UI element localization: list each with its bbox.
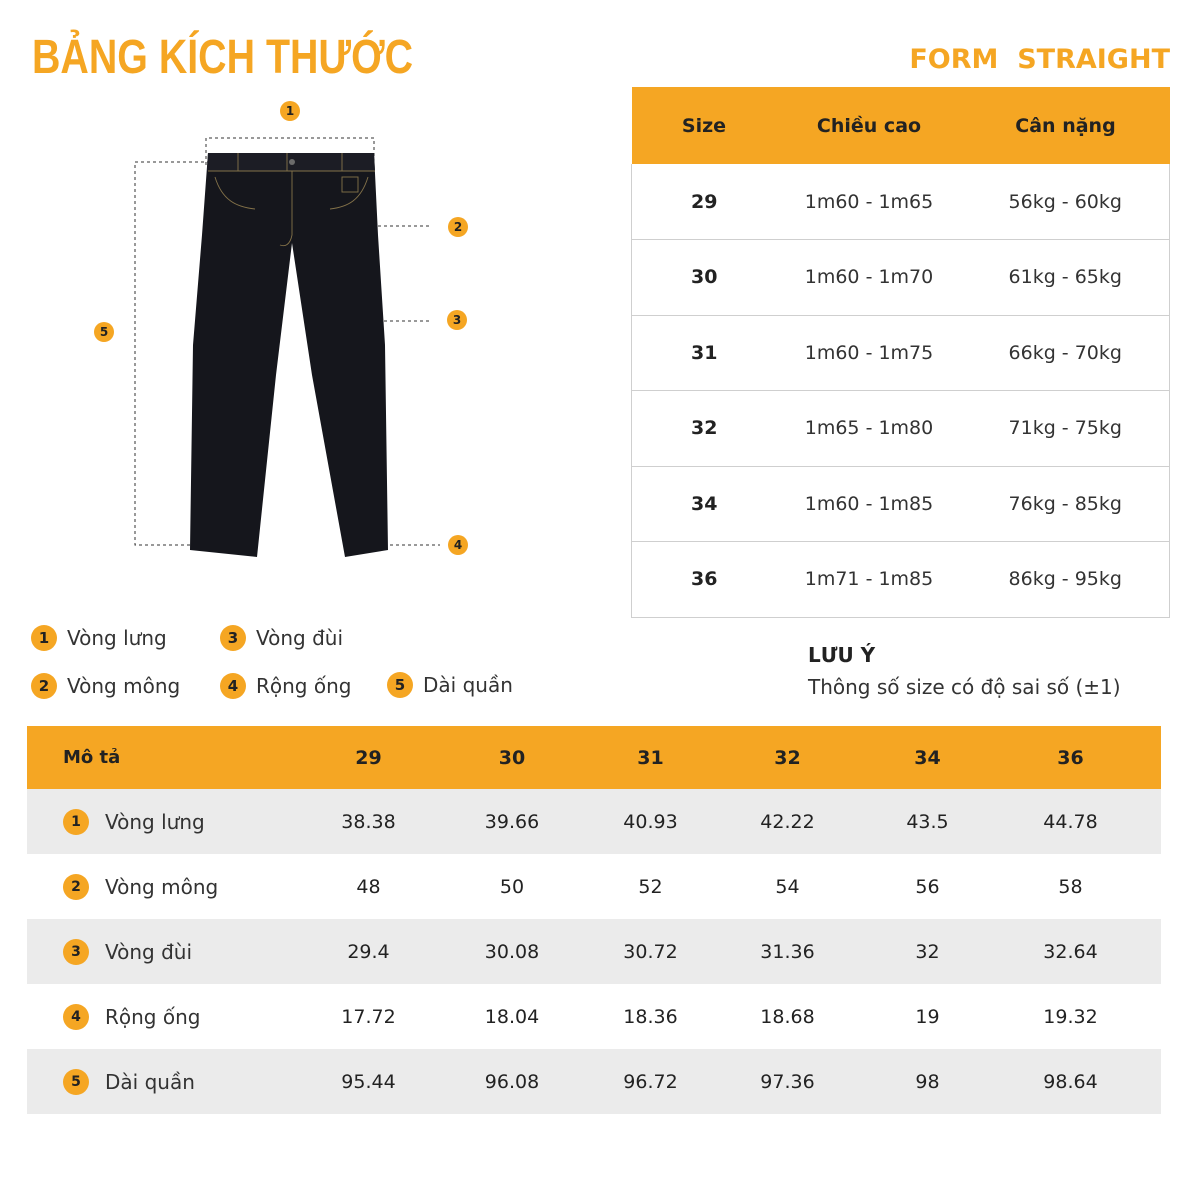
legend-item	[220, 673, 351, 699]
weight-cell: 76kg - 85kg	[962, 466, 1170, 542]
table-row	[632, 466, 1170, 542]
weight-cell: 71kg - 75kg	[962, 391, 1170, 467]
value-cell: 43.5	[906, 810, 949, 833]
marker-1-label: 1	[285, 104, 295, 118]
value-cell: 17.72	[341, 1005, 396, 1028]
value-cell: 98.64	[1043, 1070, 1098, 1093]
note-text: Thông số size có độ sai số (±1)	[808, 675, 1121, 699]
height-cell: 1m65 - 1m80	[777, 391, 962, 467]
legend-item	[220, 625, 343, 651]
value-cell: 50	[499, 875, 525, 898]
weight-cell: 61kg - 65kg	[962, 240, 1170, 316]
value-cell: 32.64	[1043, 940, 1098, 963]
size-cell: 31	[632, 315, 777, 391]
row-description	[27, 1069, 295, 1095]
height-cell: 1m71 - 1m85	[777, 542, 962, 618]
legend-label: Vòng lưng	[67, 626, 167, 650]
weight-cell: 86kg - 95kg	[962, 542, 1170, 618]
header-size-34: 34	[914, 746, 941, 769]
table-row	[27, 854, 1161, 919]
legend-item	[31, 673, 180, 699]
legend-item	[31, 625, 167, 651]
table-row	[632, 391, 1170, 467]
marker-5-label: 5	[99, 325, 109, 339]
table-row	[27, 984, 1161, 1049]
value-cell: 97.36	[760, 1070, 815, 1093]
value-cell: 30.08	[484, 940, 540, 963]
legend-label: Rộng ống	[256, 674, 352, 698]
row-badge: 3	[63, 939, 89, 965]
value-cell: 19.32	[1043, 1005, 1098, 1028]
size-cell: 32	[632, 391, 777, 467]
value-cell: 96.72	[623, 1070, 678, 1093]
row-label: Dài quần	[105, 1069, 195, 1094]
table-row	[632, 542, 1170, 618]
header-description: Mô tả	[63, 747, 121, 768]
header-size-36: 36	[1057, 746, 1084, 769]
row-description	[27, 874, 295, 900]
value-cell: 56	[915, 875, 940, 898]
marker-2-label: 2	[453, 220, 463, 234]
header-weight: Cân nặng	[962, 87, 1170, 164]
header-size-32: 32	[774, 746, 801, 769]
value-cell: 95.44	[341, 1070, 396, 1093]
legend-badge: 1	[31, 625, 57, 651]
legend-badge: 3	[220, 625, 246, 651]
value-cell: 19	[915, 1005, 940, 1028]
header-size: Size	[632, 87, 777, 164]
value-cell: 30.72	[623, 940, 678, 963]
value-cell: 38.38	[341, 810, 396, 833]
value-cell: 42.22	[760, 810, 815, 833]
table-row	[27, 1049, 1161, 1114]
row-description	[27, 1004, 295, 1030]
value-cell: 18.36	[623, 1005, 678, 1028]
header-size-29: 29	[355, 746, 382, 769]
table-row	[632, 164, 1170, 240]
size-table	[631, 87, 1170, 618]
size-cell: 34	[632, 466, 777, 542]
value-cell: 18.68	[760, 1005, 815, 1028]
table-row	[632, 240, 1170, 316]
height-cell: 1m60 - 1m75	[777, 315, 962, 391]
legend-label: Vòng mông	[67, 674, 181, 698]
row-description	[27, 939, 295, 965]
size-cell: 36	[632, 542, 777, 618]
weight-cell: 56kg - 60kg	[962, 164, 1170, 240]
legend-label: Vòng đùi	[256, 626, 344, 650]
height-cell: 1m60 - 1m70	[777, 240, 962, 316]
value-cell: 98	[915, 1070, 940, 1093]
row-badge: 5	[63, 1069, 89, 1095]
table-row	[27, 919, 1161, 984]
header-height: Chiều cao	[777, 87, 962, 164]
legend-badge: 5	[387, 672, 413, 698]
header-size-31: 31	[637, 746, 664, 769]
value-cell: 40.93	[623, 810, 678, 833]
header-size-30: 30	[498, 746, 526, 769]
value-cell: 44.78	[1043, 810, 1098, 833]
row-label: Rộng ống	[105, 1004, 201, 1029]
row-label: Vòng lưng	[105, 809, 205, 834]
jeans-diagram	[80, 95, 500, 575]
row-label: Vòng mông	[105, 874, 219, 899]
value-cell: 18.04	[484, 1005, 540, 1028]
height-cell: 1m60 - 1m85	[777, 466, 962, 542]
weight-cell: 66kg - 70kg	[962, 315, 1170, 391]
size-table-header	[632, 87, 1170, 164]
measurement-header	[27, 726, 1161, 789]
height-cell: 1m60 - 1m65	[777, 164, 962, 240]
value-cell: 31.36	[760, 940, 815, 963]
row-badge: 4	[63, 1004, 89, 1030]
row-badge: 1	[63, 809, 89, 835]
measurement-table	[27, 726, 1161, 1114]
value-cell: 32	[915, 940, 940, 963]
legend-badge: 4	[220, 673, 246, 699]
value-cell: 96.08	[484, 1070, 540, 1093]
legend-badge: 2	[31, 673, 57, 699]
legend-item	[387, 672, 513, 698]
row-badge: 2	[63, 874, 89, 900]
value-cell: 54	[775, 875, 800, 898]
note-title: LƯU Ý	[808, 643, 876, 667]
value-cell: 29.4	[347, 940, 390, 963]
size-cell: 29	[632, 164, 777, 240]
marker-4-label: 4	[453, 538, 463, 552]
value-cell: 58	[1058, 875, 1083, 898]
table-row	[632, 315, 1170, 391]
marker-3-label: 3	[452, 313, 462, 327]
row-description	[27, 809, 295, 835]
value-cell: 48	[356, 875, 381, 898]
row-label: Vòng đùi	[105, 939, 193, 964]
page-title: BẢNG KÍCH THƯỚC	[32, 31, 414, 84]
jeans-illustration	[80, 95, 500, 575]
jeans-shape	[190, 153, 388, 557]
value-cell: 52	[638, 875, 663, 898]
legend-label: Dài quần	[423, 673, 513, 697]
value-cell: 39.66	[484, 810, 540, 833]
form-label: FORM STRAIGHT	[909, 44, 1170, 75]
table-row	[27, 789, 1161, 854]
size-cell: 30	[632, 240, 777, 316]
